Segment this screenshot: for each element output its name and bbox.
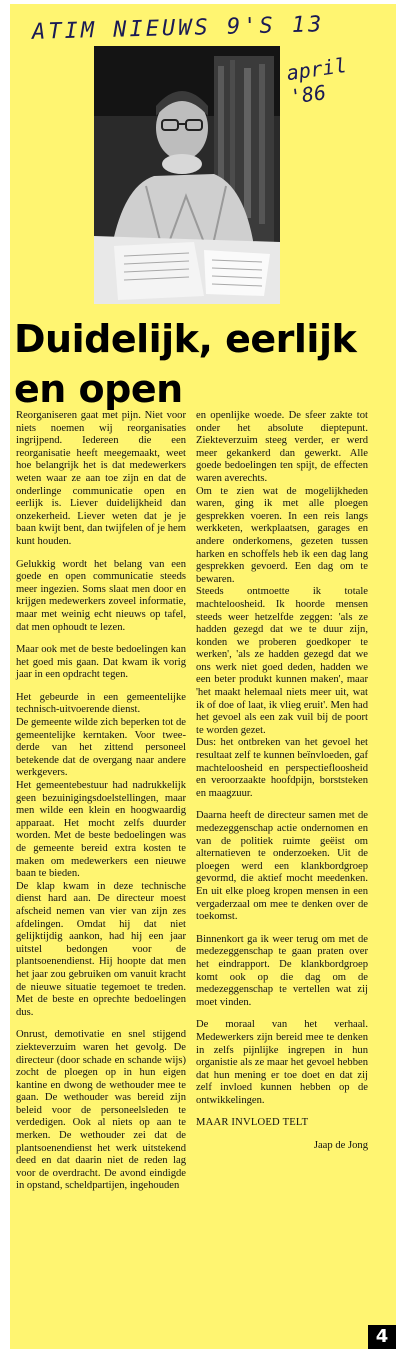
page-number: 4 [368, 1325, 396, 1349]
paragraph: en openlijke woede. De sfeer zakte tot onder het absolute dieptepunt. Ziekteverzuim steeg verder, er werd meer gekankerd dan gewerkt. Alle goede bedoelingen ten spijt, de effecten waren averechts. [196, 410, 368, 484]
paragraph: Steeds ontmoette ik totale machteloosheid. Ik hoorde mensen steeds weer hetzelfde zeggen: 'als ze hadden gezegd dat we te duur zijn, konden we proberen goedkoper te werken', 'als ze hadden gezegd dat we ons werk niet goed deden, hadden we een beter produkt kunnen maken', maar 'het maakt helemaal niets meer uit, wat ik of doe of laat, ik vlieg eruit'. Men had het gevoel als een zak vuil bij de poort te worden gezet. [196, 586, 368, 736]
paragraph: Maar ook met de beste bedoelingen kan het goed mis gaan. Dat kwam ik vorig jaar in een opdracht tegen. [16, 644, 186, 681]
handwritten-line-2: april '86 [285, 53, 348, 109]
article-column-left [16, 410, 186, 1203]
article-headline [14, 314, 394, 414]
headline-line-1: Duidelijk, eerlijk [14, 317, 357, 361]
paragraph: Dus: het ontbreken van het gevoel het resultaat zelf te kunnen beïnvloeden, gaf machteloosheid en perspectiefloosheid en veroorzaakte hoofdpijn, borststeken en maagzuur. [196, 737, 368, 799]
paragraph: Reorganiseren gaat met pijn. Niet voor niets noemen wij reorganisaties ingrijpend. Iedereen die een reorganisatie heeft meegemaakt, weet hoe belangrijk het is dat medewerkers weten waar ze aan toe zijn en dat de onderlinge communicatie open en eerlijk is. Liever duidelijkheid dan onzekerheid. Liever weten dat je je baan kwijt bent, dan twijfelen of je hem kunt houden. [16, 410, 186, 547]
article-author: Jaap de Jong [313, 1140, 368, 1152]
paragraph: Om te zien wat de mogelijkheden waren, ging ik met alle ploegen gesprekken voeren. In een reis langs werkketen, werkplaatsen, garages en andere onderkomens, gezeten tussen harken en schoffels heb ik een dag lang gesprekken gevoerd. Een dag om te bewaren. [196, 485, 368, 585]
author-portrait-photo [94, 46, 280, 304]
paragraph: De gemeente wilde zich beperken tot de gemeentelijke kerntaken. Voor twee-derde van het zittend personeel betekende dat de overgang naar andere werkgevers. [16, 717, 187, 779]
paragraph: De klap kwam in deze technische dienst hard aan. De directeur moest afscheid nemen van vier van zijn zes afdelingen. Omdat hij dat niet gelijktijdig aankon, had hij een jaar uitstel bedongen voor de plantsoenendienst. Hij hoopte dat men het jaar zou gebruiken om vanuit kracht de nieuwe situatie tegemoet te treden. Met de beste en oprechte bedoelingen dus. [16, 880, 186, 1018]
paragraph: Onrust, demotivatie en snel stijgend ziekteverzuim waren het gevolg. De directeur (door schade en schande wijs) zocht de ploegen op in hun eigen kantine en dwong de wethouder mee te gaan. De wethouder was bereid zijn beleid voor de personeelsleden te verdedigen. Ook al niets op aan te merken. De wethouder zei dat de plantsoenendienst het werk uitstekend deed en dat daarin niet de reden lag voor de overdracht. De avond eindigde in opstand, scheldpartijen, ingehouden [16, 1029, 186, 1192]
paragraph: Gelukkig wordt het belang van een goede en open communicatie steeds meer ingezien. Soms slaat men door en krijgen medewerkers zoveel informatie, maar met weinig echt nieuws op tafel, dat men ophoudt te lezen. [16, 558, 186, 633]
article-signoff: MAAR INVLOED TELT [196, 1117, 309, 1129]
handwritten-line-1: ATIM NIEUWS 9'S 13 [31, 12, 325, 45]
paragraph: De moraal van het verhaal. Medewerkers zijn bereid mee te denken in zelfs pijnlijke ingrepen in hun organistie als ze maar het gevoel hebben dat hun mening er toe doet en dat zij zelf invloed kunnen hebben op de ontwikkelingen. [196, 1019, 368, 1106]
paragraph: Het gemeentebestuur had nadrukkelijk geen bezuinigingsdoelstellingen, maar men wilde een klein en hoogwaardig apparaat. Het mocht zelfs duurder worden. Met de beste bedoelingen was de gemeente bereid extra kosten te maken om medewerkers een nieuwe baan te bieden. [16, 780, 186, 880]
headline-line-2: en open [14, 367, 183, 411]
paragraph: Daarna heeft de directeur samen met de medezeggenschap actie ondernomen en van de politiek ruimte geëist om alternatieven te onderzoeken. Uit de ploegen werd een klankbordgroep gevormd, die aktief mocht meedenken. En uit elke ploeg kropen mensen in een vergaderzaal om mee te denken over de toekomst. [196, 810, 368, 923]
paragraph: Binnenkort ga ik weer terug om met de medezeggenschap te gaan praten over het eindrapport. De klankbordgroep komt ook op die dag om de medezeggenschap te vertellen wat zij moet vinden. [196, 933, 368, 1008]
article-column-right [196, 410, 368, 1163]
magazine-page [10, 4, 396, 1349]
paragraph: Het gebeurde in een gemeentelijke technisch-uitvoerende dienst. [16, 691, 186, 716]
